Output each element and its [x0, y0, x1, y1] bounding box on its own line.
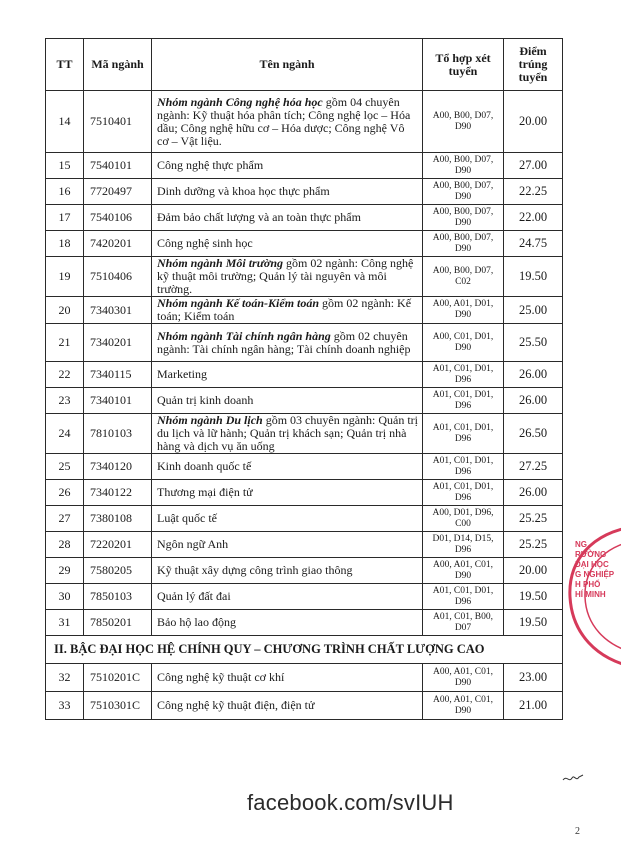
major-name-text: Quản trị kinh doanh	[157, 393, 254, 407]
major-name	[152, 179, 423, 205]
stamp-line: ĐẠI HỌC	[575, 560, 609, 569]
header-code: Mã ngành	[84, 39, 152, 91]
admission-score: 26.00	[504, 480, 563, 506]
major-name	[152, 205, 423, 231]
admission-score: 26.50	[504, 414, 563, 454]
major-code: 7540101	[84, 153, 152, 179]
major-name	[152, 257, 423, 297]
row-number: 19	[46, 257, 84, 297]
table-body-high-quality	[46, 664, 563, 720]
subject-combination: A01, C01, D01, D96	[423, 584, 504, 610]
major-code: 7810103	[84, 414, 152, 454]
major-name	[152, 532, 423, 558]
subject-combination: A00, A01, C01, D90	[423, 692, 504, 720]
row-number: 16	[46, 179, 84, 205]
admission-score: 19.50	[504, 257, 563, 297]
major-name	[152, 584, 423, 610]
major-name	[152, 480, 423, 506]
header-score: Điểm trúng tuyển	[504, 39, 563, 91]
table-row	[46, 91, 563, 153]
admission-score: 21.00	[504, 692, 563, 720]
row-number: 14	[46, 91, 84, 153]
table-row	[46, 388, 563, 414]
subject-combination: A00, A01, C01, D90	[423, 558, 504, 584]
subject-combination: A01, C01, D01, D96	[423, 362, 504, 388]
subject-combination: A01, C01, D01, D96	[423, 414, 504, 454]
table-row	[46, 558, 563, 584]
row-number: 26	[46, 480, 84, 506]
major-name	[152, 91, 423, 153]
row-number: 20	[46, 297, 84, 324]
admission-score: 25.25	[504, 532, 563, 558]
major-name	[152, 414, 423, 454]
subject-combination: D01, D14, D15, D96	[423, 532, 504, 558]
admission-score: 22.00	[504, 205, 563, 231]
major-group-title: Nhóm ngành Tài chính ngân hàng	[157, 328, 331, 343]
subject-combination: A00, B00, D07, D90	[423, 153, 504, 179]
stamp-line: HÍ MINH	[575, 590, 606, 599]
major-name	[152, 297, 423, 324]
major-group-title: Nhóm ngành Công nghệ hóa học	[157, 94, 323, 109]
stamp-line: NG	[575, 540, 587, 549]
major-name	[152, 454, 423, 480]
major-name-text: Công nghệ thực phẩm	[157, 158, 264, 172]
admission-score: 20.00	[504, 91, 563, 153]
subject-combination: A00, A01, D01, D90	[423, 297, 504, 324]
major-name	[152, 506, 423, 532]
major-name	[152, 324, 423, 362]
major-code: 7340201	[84, 324, 152, 362]
row-number: 17	[46, 205, 84, 231]
stamp-text	[575, 540, 614, 600]
table-row	[46, 414, 563, 454]
table-row	[46, 584, 563, 610]
major-name-text: Công nghệ kỹ thuật điện, điện tử	[157, 698, 315, 712]
major-code: 7580205	[84, 558, 152, 584]
table-row	[46, 506, 563, 532]
subject-combination: A01, C01, D01, D96	[423, 480, 504, 506]
major-group-title: Nhóm ngành Môi trường	[157, 256, 284, 270]
admission-score: 19.50	[504, 584, 563, 610]
table-row	[46, 297, 563, 324]
table-row	[46, 205, 563, 231]
admission-score: 23.00	[504, 664, 563, 692]
row-number: 18	[46, 231, 84, 257]
row-number: 32	[46, 664, 84, 692]
row-number: 21	[46, 324, 84, 362]
major-code: 7220201	[84, 532, 152, 558]
major-code: 7510401	[84, 91, 152, 153]
header-name: Tên ngành	[152, 39, 423, 91]
row-number: 22	[46, 362, 84, 388]
row-number: 30	[46, 584, 84, 610]
stamp-line: H PHỐ	[575, 580, 601, 589]
major-code: 7340301	[84, 297, 152, 324]
major-code: 7720497	[84, 179, 152, 205]
admission-score: 25.00	[504, 297, 563, 324]
row-number: 24	[46, 414, 84, 454]
admission-score: 25.25	[504, 506, 563, 532]
major-name-text: Marketing	[157, 367, 207, 381]
stamp-line: G NGHIỆP	[575, 570, 615, 579]
major-name-text: gồm 02 chuyên ngành: Tài chính ngân hàng; Tài chính doanh nghiệp	[157, 328, 411, 356]
facebook-watermark: facebook.com/svIUH	[247, 790, 454, 815]
subject-combination: A01, C01, B00, D07	[423, 610, 504, 636]
table-row	[46, 610, 563, 636]
major-name-text: Luật quốc tế	[157, 511, 217, 525]
major-code: 7510301C	[84, 692, 152, 720]
major-name-text: gồm 04 chuyên ngành: Kỹ thuật hóa phân tích; Công nghệ lọc – Hóa dầu; Công nghệ hữu cơ – Hóa dược; Công nghệ Vô cơ – Vật liệu.	[157, 94, 411, 148]
row-number: 15	[46, 153, 84, 179]
major-name	[152, 388, 423, 414]
admission-score: 26.00	[504, 362, 563, 388]
admission-score: 26.00	[504, 388, 563, 414]
row-number: 28	[46, 532, 84, 558]
major-code: 7850103	[84, 584, 152, 610]
major-name-text: gồm 02 ngành: Kế toán; Kiểm toán	[157, 296, 412, 323]
subject-combination: A01, C01, D01, D96	[423, 388, 504, 414]
admission-score: 27.00	[504, 153, 563, 179]
table-row	[46, 231, 563, 257]
major-name-text: Công nghệ kỹ thuật cơ khí	[157, 670, 285, 684]
subject-combination: A00, B00, D07, D90	[423, 179, 504, 205]
major-name-text: Kỹ thuật xây dựng công trình giao thông	[157, 563, 353, 577]
signature-mark	[562, 771, 584, 785]
major-name-text: Đảm bảo chất lượng và an toàn thực phẩm	[157, 210, 361, 224]
major-name	[152, 231, 423, 257]
table-row	[46, 362, 563, 388]
major-name-text: Công nghệ sinh học	[157, 236, 253, 250]
table-row	[46, 153, 563, 179]
major-code: 7340115	[84, 362, 152, 388]
row-number: 27	[46, 506, 84, 532]
major-code: 7850201	[84, 610, 152, 636]
major-name	[152, 692, 423, 720]
major-code: 7420201	[84, 231, 152, 257]
row-number: 33	[46, 692, 84, 720]
major-code: 7340122	[84, 480, 152, 506]
table-row	[46, 664, 563, 692]
table-row	[46, 692, 563, 720]
table-row	[46, 480, 563, 506]
major-name	[152, 664, 423, 692]
major-name-text: Ngôn ngữ Anh	[157, 537, 229, 551]
subject-combination: A00, B00, D07, D90	[423, 205, 504, 231]
header-combo: Tổ hợp xét tuyển	[423, 39, 504, 91]
row-number: 25	[46, 454, 84, 480]
section-row	[46, 636, 563, 664]
major-name	[152, 153, 423, 179]
section-title: II. BẬC ĐẠI HỌC HỆ CHÍNH QUY – CHƯƠNG TRÌNH CHẤT LƯỢNG CAO	[46, 636, 563, 664]
table-row	[46, 532, 563, 558]
table-row	[46, 454, 563, 480]
page-number: 2	[575, 826, 580, 837]
major-name	[152, 558, 423, 584]
admission-score: 19.50	[504, 610, 563, 636]
major-name-text: Kinh doanh quốc tế	[157, 459, 252, 473]
major-name-text: Thương mại điện tử	[157, 485, 253, 499]
major-group-title: Nhóm ngành Du lịch	[157, 413, 263, 427]
admission-score: 22.25	[504, 179, 563, 205]
subject-combination: A00, B00, D07, D90	[423, 91, 504, 153]
admission-score: 20.00	[504, 558, 563, 584]
row-number: 29	[46, 558, 84, 584]
row-number: 23	[46, 388, 84, 414]
major-code: 7540106	[84, 205, 152, 231]
major-group-title: Nhóm ngành Kế toán-Kiểm toán	[157, 296, 320, 310]
major-name-text: gồm 03 chuyên ngành: Quản trị du lịch và lữ hành; Quản trị khách sạn; Quản trị nhà hàng và dịch vụ ăn uống	[157, 413, 419, 453]
admission-score: 25.50	[504, 324, 563, 362]
row-number: 31	[46, 610, 84, 636]
table-body-regular	[46, 91, 563, 636]
subject-combination: A00, D01, D96, C00	[423, 506, 504, 532]
admission-score: 24.75	[504, 231, 563, 257]
admission-score: 27.25	[504, 454, 563, 480]
admission-score-table	[45, 38, 563, 720]
table-header-row	[46, 39, 563, 91]
major-code: 7340101	[84, 388, 152, 414]
table-row	[46, 257, 563, 297]
table-row	[46, 179, 563, 205]
table-row	[46, 324, 563, 362]
subject-combination: A01, C01, D01, D96	[423, 454, 504, 480]
major-name	[152, 610, 423, 636]
major-name-text: gồm 02 ngành: Công nghệ kỹ thuật môi trường; Quản lý tài nguyên và môi trường.	[157, 256, 414, 296]
subject-combination: A00, B00, D07, D90	[423, 231, 504, 257]
major-name-text: Quản lý đất đai	[157, 589, 231, 603]
major-code: 7380108	[84, 506, 152, 532]
header-tt: TT	[46, 39, 84, 91]
major-name	[152, 362, 423, 388]
major-name-text: Bảo hộ lao động	[157, 615, 236, 629]
major-code: 7510201C	[84, 664, 152, 692]
table-section-high-quality	[46, 636, 563, 664]
stamp-line: RƯỜNG	[575, 550, 607, 559]
major-code: 7510406	[84, 257, 152, 297]
subject-combination: A00, A01, C01, D90	[423, 664, 504, 692]
subject-combination: A00, C01, D01, D90	[423, 324, 504, 362]
subject-combination: A00, B00, D07, C02	[423, 257, 504, 297]
major-name-text: Dinh dưỡng và khoa học thực phẩm	[157, 184, 330, 198]
major-code: 7340120	[84, 454, 152, 480]
